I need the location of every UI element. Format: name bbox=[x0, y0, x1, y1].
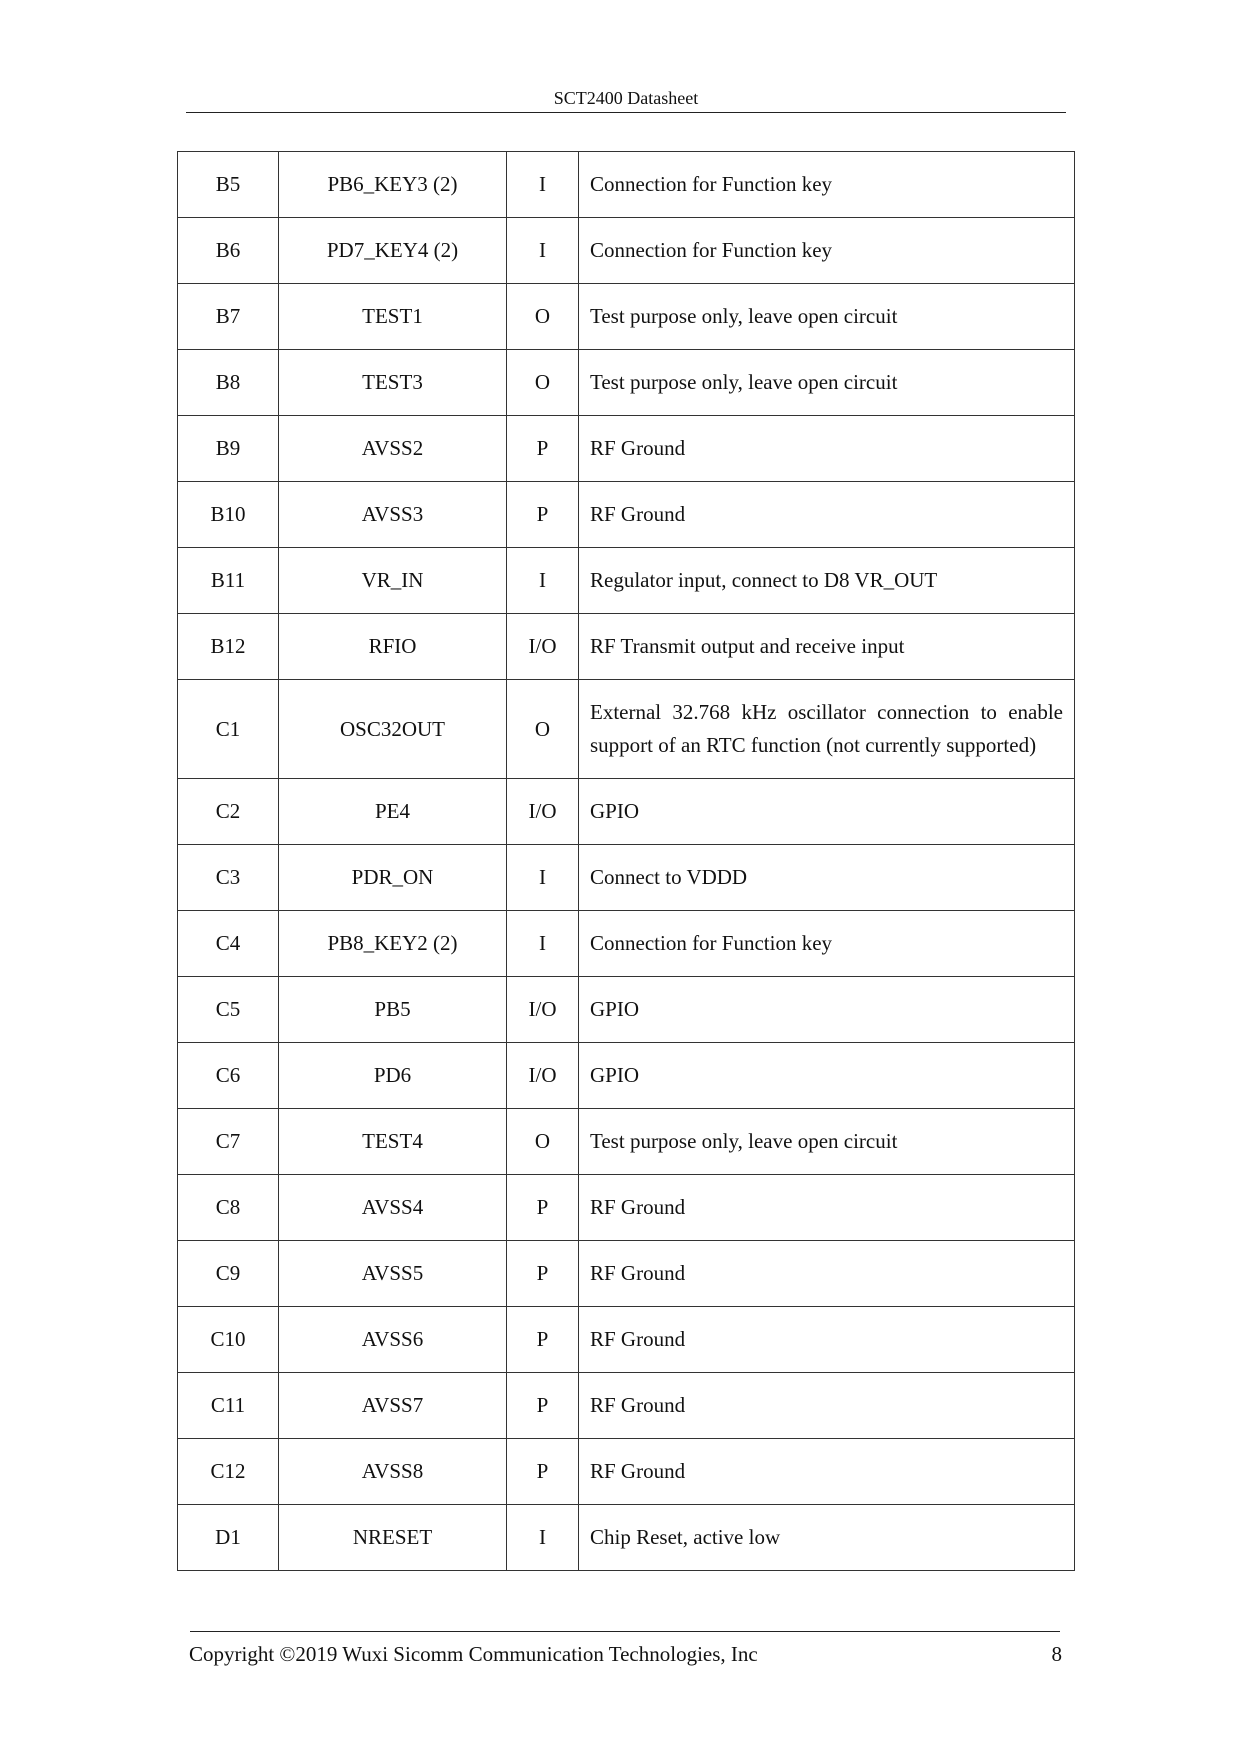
pin-number-cell: C3 bbox=[178, 845, 279, 911]
table-row bbox=[178, 1241, 1075, 1307]
pin-description-cell: Connection for Function key bbox=[579, 152, 1075, 218]
table-row bbox=[178, 1043, 1075, 1109]
pin-number-cell: C7 bbox=[178, 1109, 279, 1175]
pin-name-cell: RFIO bbox=[279, 614, 507, 680]
pin-name-cell: OSC32OUT bbox=[279, 680, 507, 779]
pin-name-cell: AVSS7 bbox=[279, 1373, 507, 1439]
pin-number-cell: B12 bbox=[178, 614, 279, 680]
pin-name-cell: AVSS6 bbox=[279, 1307, 507, 1373]
pin-number-cell: B6 bbox=[178, 218, 279, 284]
pin-number-cell: C11 bbox=[178, 1373, 279, 1439]
pin-description-cell: Test purpose only, leave open circuit bbox=[579, 284, 1075, 350]
pin-description-cell: GPIO bbox=[579, 977, 1075, 1043]
pin-description-cell: RF Ground bbox=[579, 1439, 1075, 1505]
pin-number-cell: B5 bbox=[178, 152, 279, 218]
pin-type-cell: P bbox=[507, 1307, 579, 1373]
pin-name-cell: PB6_KEY3 (2) bbox=[279, 152, 507, 218]
pin-number-cell: D1 bbox=[178, 1505, 279, 1571]
pin-name-cell: PE4 bbox=[279, 779, 507, 845]
table-row bbox=[178, 1175, 1075, 1241]
table-row bbox=[178, 548, 1075, 614]
table-row bbox=[178, 284, 1075, 350]
pin-name-cell: PB8_KEY2 (2) bbox=[279, 911, 507, 977]
pin-type-cell: I/O bbox=[507, 779, 579, 845]
pin-name-cell: TEST1 bbox=[279, 284, 507, 350]
pin-number-cell: B10 bbox=[178, 482, 279, 548]
pin-number-cell: B9 bbox=[178, 416, 279, 482]
table-row bbox=[178, 482, 1075, 548]
table-row bbox=[178, 1373, 1075, 1439]
pin-description-cell: RF Ground bbox=[579, 416, 1075, 482]
pin-number-cell: C1 bbox=[178, 680, 279, 779]
pin-type-cell: O bbox=[507, 284, 579, 350]
header-divider bbox=[186, 112, 1066, 113]
pin-name-cell: PB5 bbox=[279, 977, 507, 1043]
pin-description-cell: GPIO bbox=[579, 779, 1075, 845]
pin-name-cell: TEST4 bbox=[279, 1109, 507, 1175]
pin-type-cell: O bbox=[507, 1109, 579, 1175]
pin-name-cell: VR_IN bbox=[279, 548, 507, 614]
pin-type-cell: O bbox=[507, 680, 579, 779]
page-number: 8 bbox=[1051, 1642, 1062, 1666]
pin-number-cell: C2 bbox=[178, 779, 279, 845]
pin-name-cell: AVSS8 bbox=[279, 1439, 507, 1505]
pin-number-cell: C4 bbox=[178, 911, 279, 977]
table-row bbox=[178, 1109, 1075, 1175]
table-row bbox=[178, 1439, 1075, 1505]
footer-copyright: Copyright ©2019 Wuxi Sicomm Communication Technologies, Inc bbox=[189, 1642, 758, 1666]
table-row bbox=[178, 680, 1075, 779]
pin-type-cell: I bbox=[507, 548, 579, 614]
pin-number-cell: C10 bbox=[178, 1307, 279, 1373]
table-row bbox=[178, 350, 1075, 416]
pin-type-cell: P bbox=[507, 1439, 579, 1505]
pin-type-cell: O bbox=[507, 350, 579, 416]
pin-type-cell: P bbox=[507, 416, 579, 482]
pin-number-cell: C12 bbox=[178, 1439, 279, 1505]
table-row bbox=[178, 152, 1075, 218]
table-row bbox=[178, 218, 1075, 284]
pin-description-cell: Connection for Function key bbox=[579, 911, 1075, 977]
pin-description-cell: External 32.768 kHz oscillator connection to enable support of an RTC function (not currently supported) bbox=[579, 680, 1075, 779]
pin-name-cell: AVSS5 bbox=[279, 1241, 507, 1307]
table-row bbox=[178, 911, 1075, 977]
table-row bbox=[178, 614, 1075, 680]
pin-name-cell: PD6 bbox=[279, 1043, 507, 1109]
pin-description-cell: Regulator input, connect to D8 VR_OUT bbox=[579, 548, 1075, 614]
pin-name-cell: TEST3 bbox=[279, 350, 507, 416]
pin-description-cell: RF Ground bbox=[579, 1241, 1075, 1307]
pin-description-cell: Connection for Function key bbox=[579, 218, 1075, 284]
table-row bbox=[178, 1505, 1075, 1571]
pin-description-table bbox=[177, 151, 1075, 1571]
table-row bbox=[178, 845, 1075, 911]
pin-number-cell: C8 bbox=[178, 1175, 279, 1241]
pin-description-cell: Connect to VDDD bbox=[579, 845, 1075, 911]
pin-description-cell: RF Ground bbox=[579, 482, 1075, 548]
pin-type-cell: I/O bbox=[507, 977, 579, 1043]
pin-description-cell: GPIO bbox=[579, 1043, 1075, 1109]
pin-description-cell: RF Ground bbox=[579, 1307, 1075, 1373]
pin-number-cell: C6 bbox=[178, 1043, 279, 1109]
pin-description-cell: Test purpose only, leave open circuit bbox=[579, 1109, 1075, 1175]
table-row bbox=[178, 779, 1075, 845]
pin-type-cell: P bbox=[507, 1373, 579, 1439]
pin-description-cell: Chip Reset, active low bbox=[579, 1505, 1075, 1571]
pin-type-cell: P bbox=[507, 482, 579, 548]
pin-type-cell: I/O bbox=[507, 1043, 579, 1109]
pin-number-cell: B7 bbox=[178, 284, 279, 350]
pin-number-cell: B8 bbox=[178, 350, 279, 416]
pin-description-cell: RF Transmit output and receive input bbox=[579, 614, 1075, 680]
pin-number-cell: C9 bbox=[178, 1241, 279, 1307]
pin-type-cell: P bbox=[507, 1241, 579, 1307]
table-row bbox=[178, 977, 1075, 1043]
table-row bbox=[178, 1307, 1075, 1373]
pin-type-cell: I bbox=[507, 1505, 579, 1571]
pin-number-cell: B11 bbox=[178, 548, 279, 614]
pin-number-cell: C5 bbox=[178, 977, 279, 1043]
pin-type-cell: I bbox=[507, 911, 579, 977]
pin-type-cell: I bbox=[507, 218, 579, 284]
page-header-title: SCT2400 Datasheet bbox=[553, 88, 699, 108]
pin-type-cell: P bbox=[507, 1175, 579, 1241]
pin-description-cell: RF Ground bbox=[579, 1373, 1075, 1439]
pin-type-cell: I/O bbox=[507, 614, 579, 680]
pin-type-cell: I bbox=[507, 845, 579, 911]
pin-name-cell: PDR_ON bbox=[279, 845, 507, 911]
table-row bbox=[178, 416, 1075, 482]
pin-description-cell: Test purpose only, leave open circuit bbox=[579, 350, 1075, 416]
pin-description-cell: RF Ground bbox=[579, 1175, 1075, 1241]
pin-name-cell: AVSS2 bbox=[279, 416, 507, 482]
pin-name-cell: AVSS4 bbox=[279, 1175, 507, 1241]
pin-name-cell: PD7_KEY4 (2) bbox=[279, 218, 507, 284]
footer-divider bbox=[190, 1631, 1060, 1632]
pin-name-cell: NRESET bbox=[279, 1505, 507, 1571]
pin-type-cell: I bbox=[507, 152, 579, 218]
pin-name-cell: AVSS3 bbox=[279, 482, 507, 548]
